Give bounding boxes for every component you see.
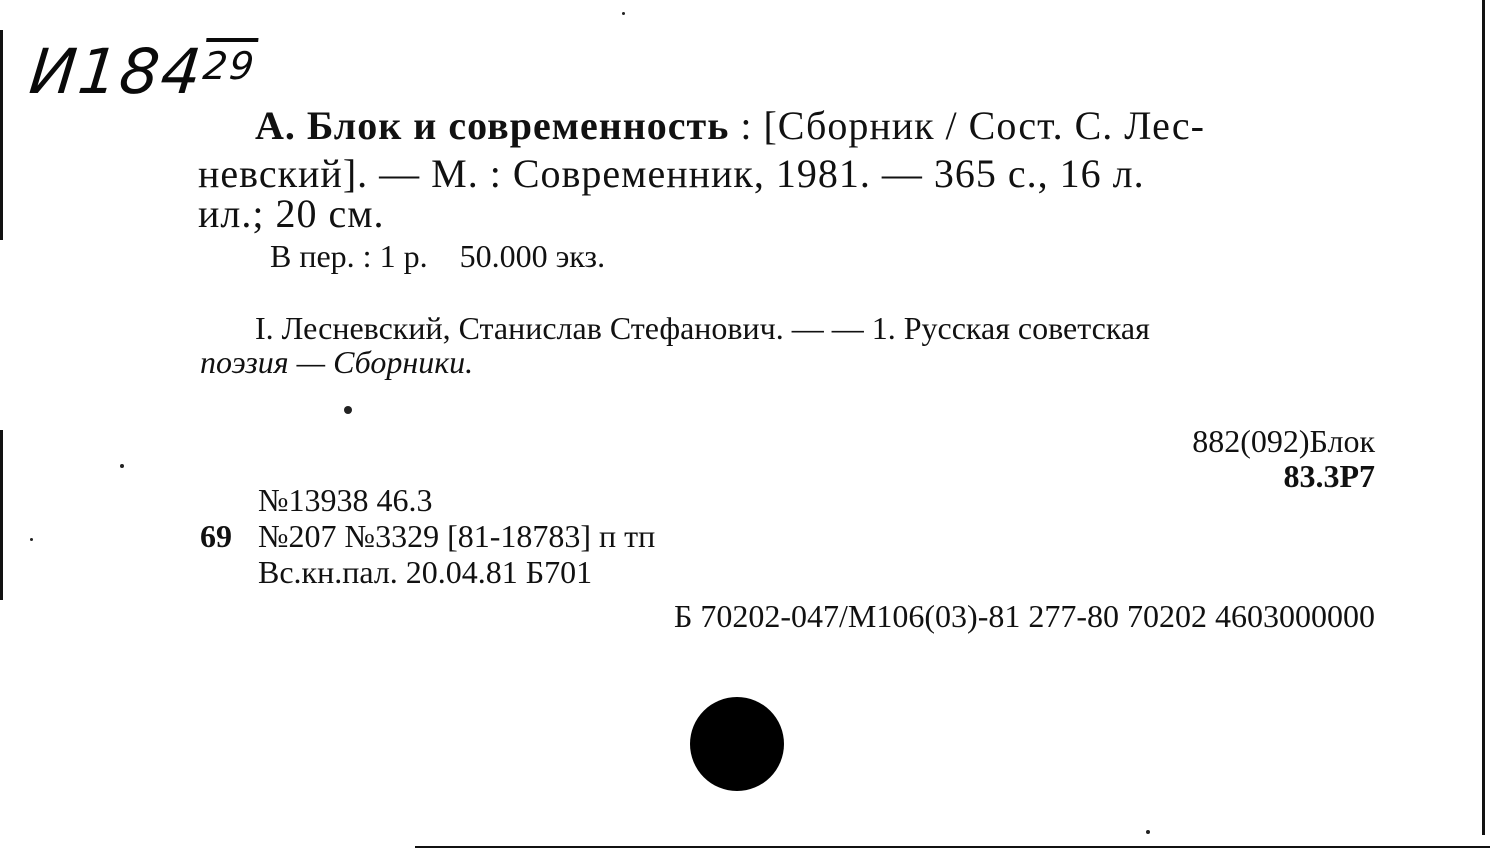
punch-hole xyxy=(690,697,784,791)
service-line1: №13938 46.3 xyxy=(258,482,433,518)
shelfmark-sub: 29 xyxy=(201,38,259,88)
entry-heading-line xyxy=(255,102,1205,149)
indexing-line2: поэзия — Сборники. xyxy=(200,344,474,380)
card-right-edge xyxy=(1482,0,1485,835)
service-line3: Вс.кн.пал. 20.04.81 Б701 xyxy=(258,554,593,590)
service-line2-prefix: 69 xyxy=(200,518,232,554)
speck xyxy=(30,538,33,541)
speck xyxy=(622,12,625,15)
card-bottom-edge xyxy=(415,846,1490,848)
speck xyxy=(120,464,124,468)
shelfmark-main: И184 xyxy=(26,35,207,108)
speck xyxy=(1146,830,1150,834)
service-line4: Б 70202-047/М106(03)-81 277-80 70202 4603000000 xyxy=(674,598,1375,634)
speck xyxy=(344,406,352,414)
service-line2: №207 №3329 [81-18783] п тп xyxy=(258,518,656,554)
indexing-line1: I. Лесневский, Станислав Стефанович. — — 1. Русская советская xyxy=(255,310,1150,346)
entry-line3: ил.; 20 см. xyxy=(198,191,385,236)
author-title: А. Блок и современность xyxy=(255,103,730,148)
entry-line2: невский]. — М. : Современник, 1981. — 365 с., 16 л. xyxy=(198,151,1145,196)
handwritten-shelfmark xyxy=(26,35,259,108)
card-left-edge xyxy=(0,430,3,600)
card-left-edge xyxy=(0,30,3,240)
udc-code: 882(092)Блок xyxy=(1192,423,1375,459)
entry-line1-rest: : [Сборник / Сост. С. Лес- xyxy=(729,103,1205,148)
price-line: В пер. : 1 р. 50.000 экз. xyxy=(270,238,606,274)
bbk-code: 83.3Р7 xyxy=(1283,458,1375,494)
